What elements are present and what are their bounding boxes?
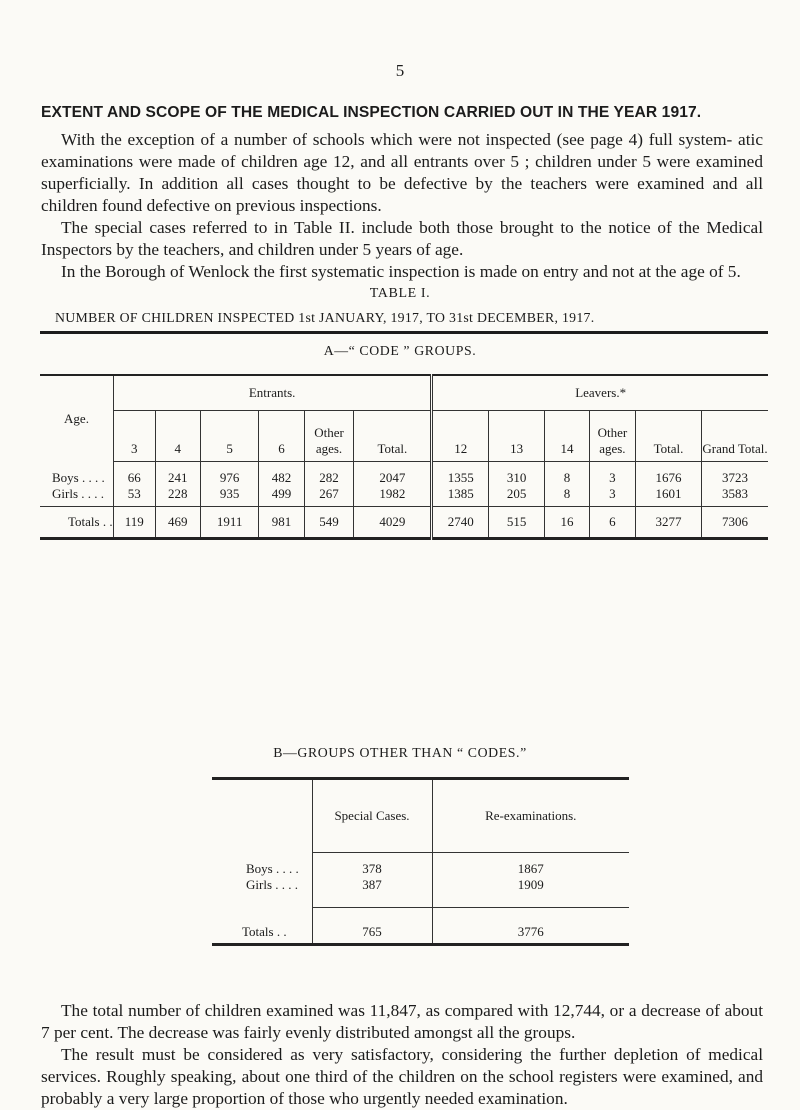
outro-paragraph: The result must be considered as very satisfactory, considering the further depletion of medical services. Roughly speaking, about one third of the children on the school registers were examined, and probably a very large proportion of those who urgently needed examination.	[41, 1045, 763, 1108]
divider-rule	[40, 331, 768, 334]
table-cell: 499	[259, 486, 304, 507]
table-cell: 205	[489, 486, 545, 507]
table-cell: 378	[312, 853, 432, 878]
table-cell: 3723	[702, 462, 768, 487]
column-header: 6	[259, 411, 304, 462]
code-groups-table	[40, 374, 768, 540]
row-label: Boys . . . .	[246, 861, 299, 876]
table-cell: 3	[589, 462, 635, 487]
table-cell: 4029	[354, 507, 432, 539]
table-cell: 549	[304, 507, 354, 539]
table-cell: 1385	[432, 486, 489, 507]
column-header: Other ages.	[304, 411, 354, 462]
totals-row	[212, 908, 629, 945]
row-label: Girls . . . .	[246, 877, 298, 892]
table-1-title: TABLE I.	[369, 286, 431, 301]
column-header: Grand Total.	[702, 411, 768, 462]
table-cell: 3	[589, 486, 635, 507]
table-cell: 282	[304, 462, 354, 487]
table-cell: 241	[155, 462, 200, 487]
table-cell: 515	[489, 507, 545, 539]
row-label: Boys . . . .	[52, 470, 105, 485]
row-label: Totals . .	[68, 514, 113, 529]
table-cell: 981	[259, 507, 304, 539]
table-cell: 2740	[432, 507, 489, 539]
column-header: 5	[200, 411, 258, 462]
table-cell: 7306	[702, 507, 768, 539]
intro-text	[41, 129, 763, 283]
table-cell: 387	[312, 877, 432, 908]
table-cell: 482	[259, 462, 304, 487]
page-number: 5	[395, 61, 405, 80]
table-cell: 765	[312, 908, 432, 945]
table-row	[40, 486, 768, 507]
table-row	[40, 462, 768, 487]
table-cell: 8	[545, 462, 590, 487]
table-cell: 3277	[636, 507, 702, 539]
column-header: Re-examinations.	[432, 779, 629, 853]
blank-header	[212, 779, 312, 853]
table-cell: 53	[114, 486, 156, 507]
row-label: Totals . .	[242, 924, 287, 939]
table-cell: 8	[545, 486, 590, 507]
column-header: 3	[114, 411, 156, 462]
table-cell: 66	[114, 462, 156, 487]
table-a-title: A—“ CODE ” GROUPS.	[323, 343, 477, 358]
totals-row	[40, 507, 768, 539]
table-cell: 3776	[432, 908, 629, 945]
intro-paragraph: With the exception of a number of schools which were not inspected (see page 4) full system- atic examinations were made of children age 12, and all entrants over 5 ; children under 5 were examined superficially. In addition all cases thought to be defective by the teachers were examined and all children found defective on previous inspections.	[41, 130, 763, 215]
table-cell: 228	[155, 486, 200, 507]
table-cell: 469	[155, 507, 200, 539]
table-cell: 976	[200, 462, 258, 487]
intro-paragraph: In the Borough of Wenlock the first systematic inspection is made on entry and not at the age of 5.	[61, 262, 741, 281]
leavers-header: Leavers.*	[432, 375, 768, 411]
table-cell: 1909	[432, 877, 629, 908]
table-row	[212, 877, 629, 908]
outro-paragraph: The total number of children examined was 11,847, as compared with 12,744, or a decrease of about 7 per cent. The decrease was fairly evenly distributed amongst all the groups.	[41, 1001, 763, 1042]
column-header: Special Cases.	[312, 779, 432, 853]
table-cell: 310	[489, 462, 545, 487]
table-cell: 935	[200, 486, 258, 507]
table-b-title: B—GROUPS OTHER THAN “ CODES.”	[273, 745, 527, 760]
row-label: Girls . . . .	[40, 486, 114, 507]
table-cell: 119	[114, 507, 156, 539]
column-header: 4	[155, 411, 200, 462]
table-cell: 2047	[354, 462, 432, 487]
other-groups-table	[212, 777, 629, 946]
table-cell: 1911	[200, 507, 258, 539]
section-heading: EXTENT AND SCOPE OF THE MEDICAL INSPECTION CARRIED OUT IN THE YEAR 1917.	[41, 104, 702, 121]
column-header: 13	[489, 411, 545, 462]
table-cell: 1867	[432, 853, 629, 878]
table-1-subtitle: NUMBER OF CHILDREN INSPECTED 1st JANUARY, 1917, TO 31st DECEMBER, 1917.	[55, 310, 595, 325]
table-cell: 16	[545, 507, 590, 539]
table-cell: 1982	[354, 486, 432, 507]
table-cell: 1355	[432, 462, 489, 487]
column-header: 14	[545, 411, 590, 462]
entrants-header: Entrants.	[114, 375, 432, 411]
column-header: Total.	[354, 411, 432, 462]
table-cell: 1601	[636, 486, 702, 507]
column-header: Total.	[636, 411, 702, 462]
column-header: 12	[432, 411, 489, 462]
table-row	[212, 853, 629, 878]
outro-text	[41, 1000, 763, 1110]
table-cell: 1676	[636, 462, 702, 487]
intro-paragraph: The special cases referred to in Table II. include both those brought to the notice of the Medical Inspectors by the teachers, and children under 5 years of age.	[41, 218, 763, 259]
column-header: Other ages.	[589, 411, 635, 462]
table-cell: 3583	[702, 486, 768, 507]
table-cell: 6	[589, 507, 635, 539]
table-cell: 267	[304, 486, 354, 507]
age-header: Age.	[64, 410, 89, 426]
